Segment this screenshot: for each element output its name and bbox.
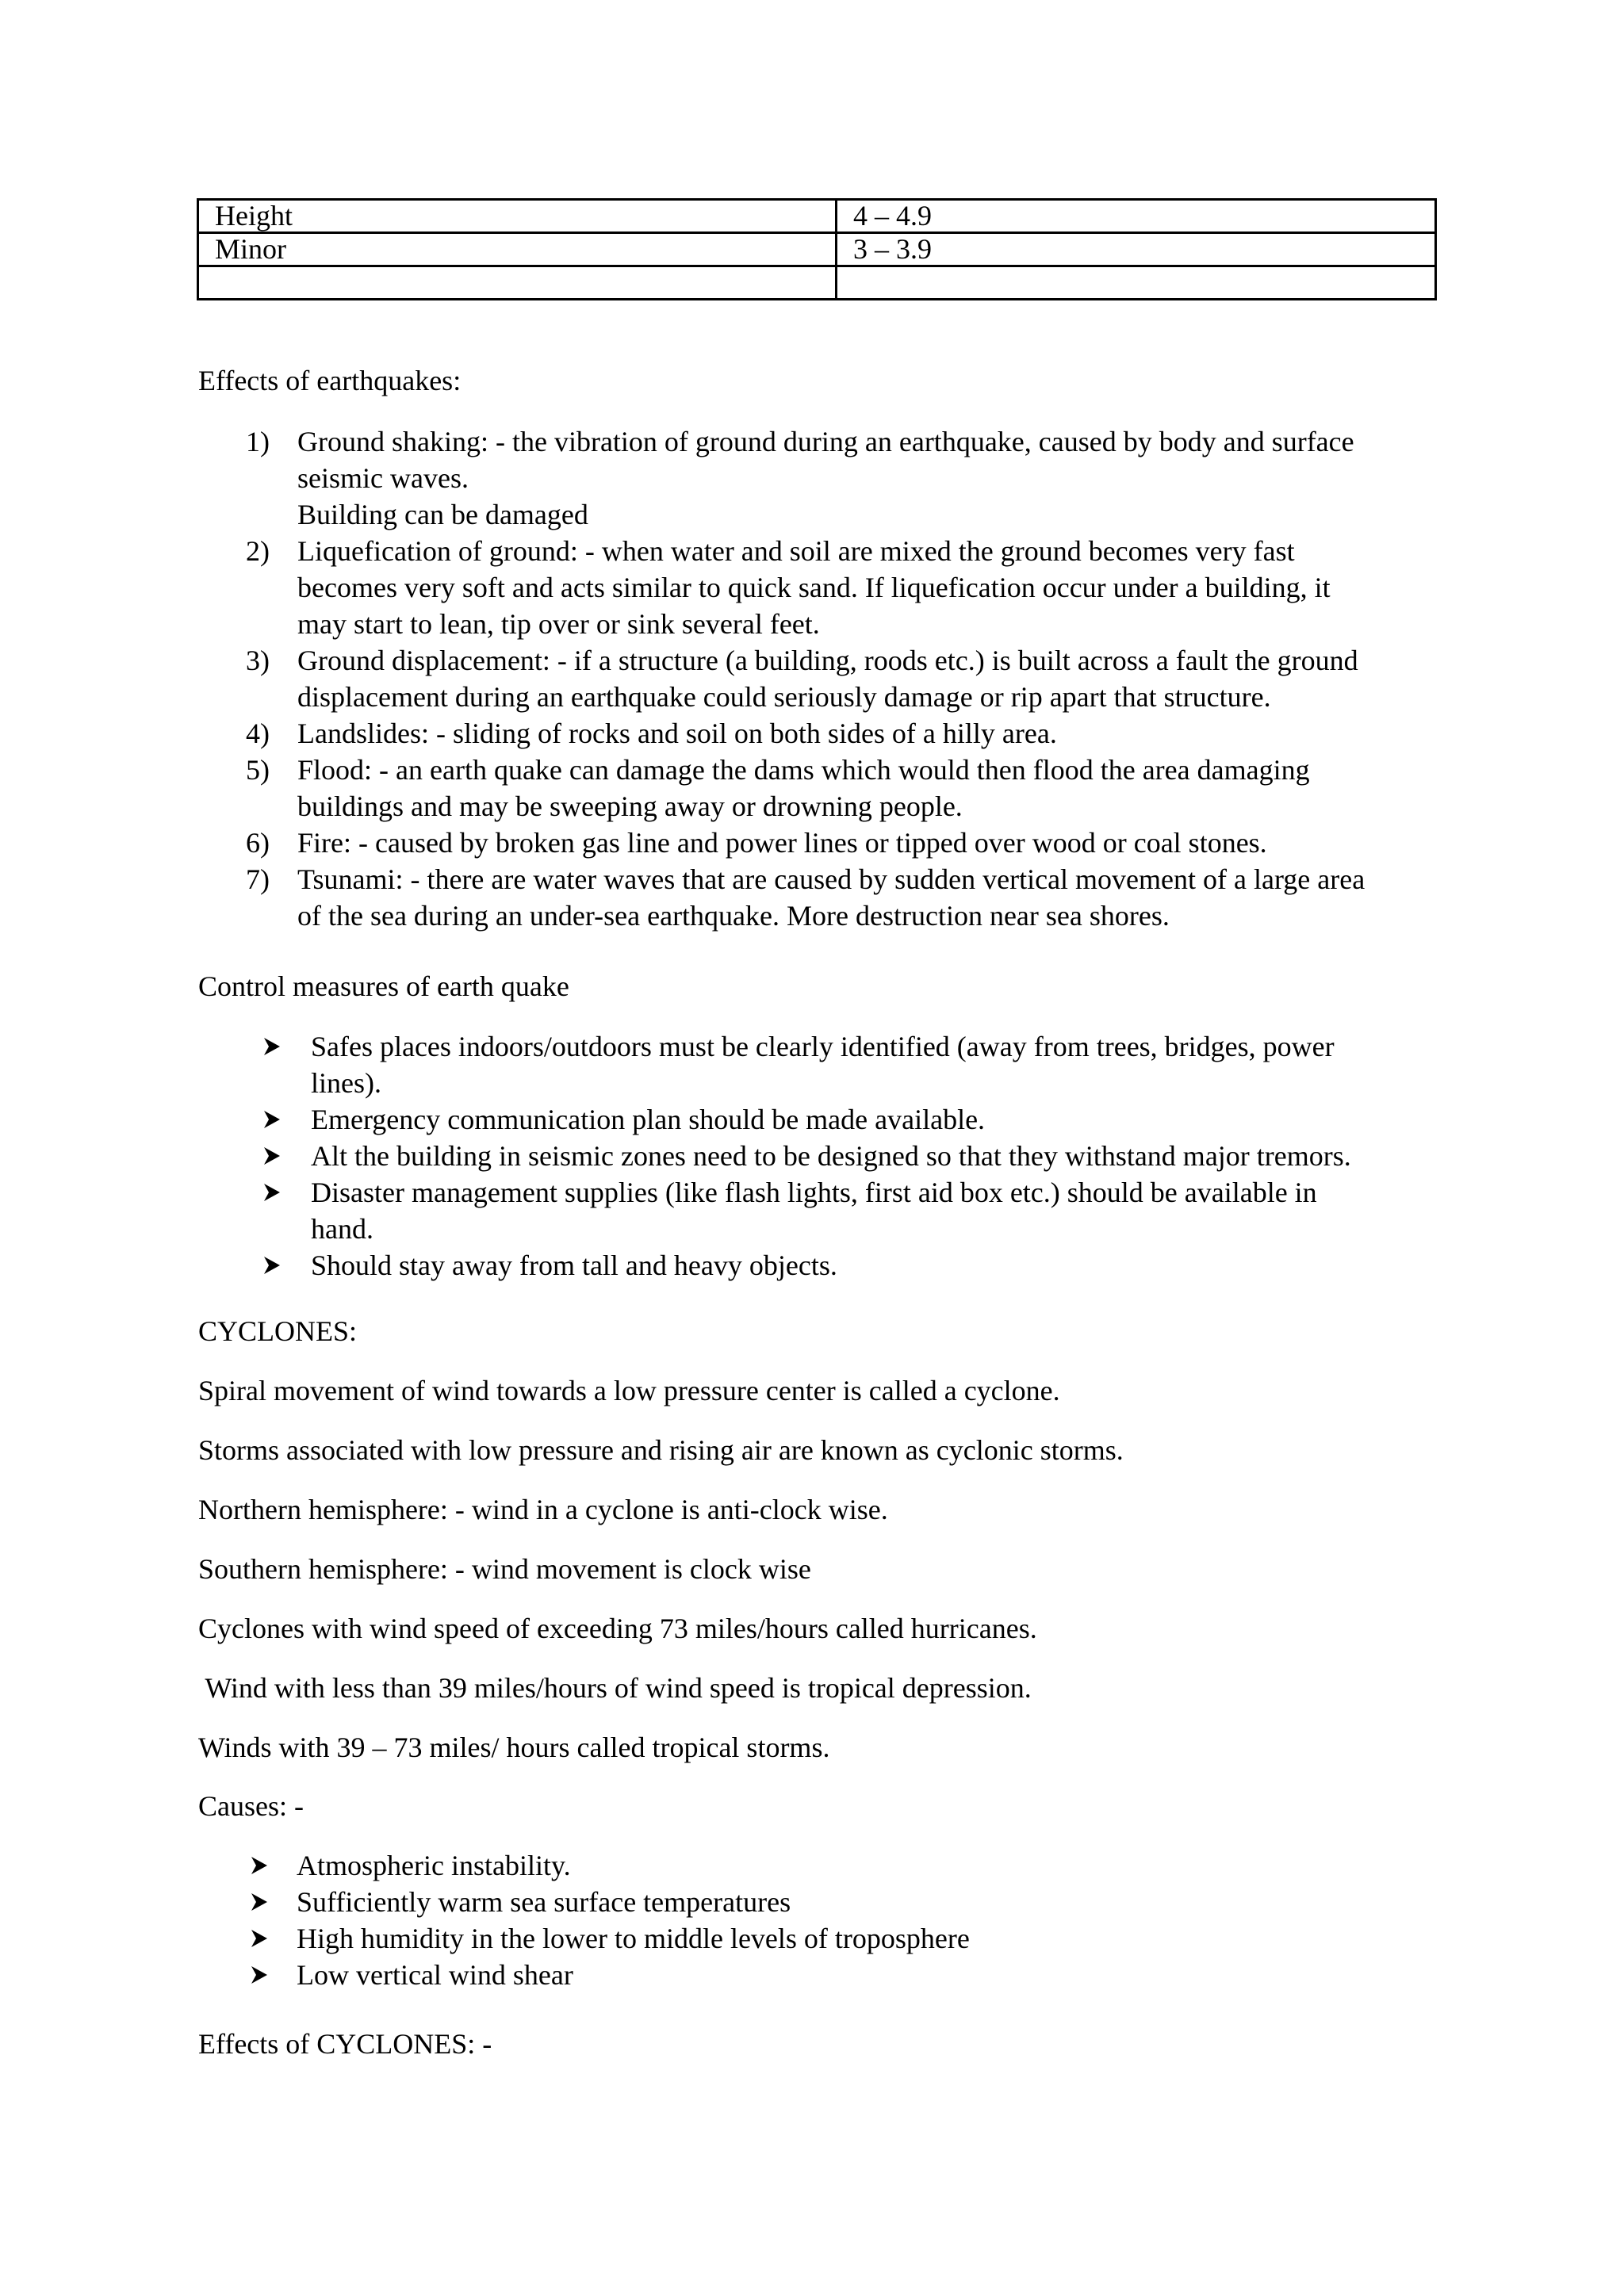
list-item-text: of the sea during an under-sea earthquake. More destruction near sea shores. — [297, 900, 1170, 932]
list-number: 7) — [246, 863, 270, 895]
list-number: 3) — [246, 645, 270, 676]
list-item — [246, 861, 1443, 934]
arrow-bullet-icon — [251, 1892, 268, 1911]
list-item — [251, 1884, 1361, 1920]
list-item-text: lines). — [311, 1067, 381, 1099]
list-item-text: Alt the building in seismic zones need to be designed so that they withstand major tremors. — [311, 1140, 1351, 1172]
list-item-text: Landslides: - sliding of rocks and soil on both sides of a hilly area. — [297, 718, 1057, 749]
arrow-bullet-icon — [263, 1037, 281, 1056]
list-item-text: Tsunami: - there are water waves that are caused by sudden vertical movement of a large area — [297, 863, 1365, 895]
table-cell: 3 – 3.9 — [837, 233, 1436, 266]
list-item — [263, 1247, 1445, 1284]
effects-heading: Effects of earthquakes: — [198, 365, 462, 396]
list-item-text: Ground displacement: - if a structure (a building, roods etc.) is built across a fault the ground — [297, 645, 1358, 676]
paragraph: Wind with less than 39 miles/hours of wind speed is tropical depression. — [198, 1672, 1032, 1704]
list-item-text: Emergency communication plan should be made available. — [311, 1104, 986, 1135]
effects-cyclones-heading: Effects of CYCLONES: - — [198, 2028, 492, 2060]
list-item-text: displacement during an earthquake could seriously damage or rip apart that structure. — [297, 681, 1271, 713]
list-item-text: Ground shaking: - the vibration of ground during an earthquake, caused by body and surface — [297, 426, 1354, 457]
table-cell — [837, 266, 1436, 300]
table-cell: 4 – 4.9 — [837, 200, 1436, 233]
list-item-text: Safes places indoors/outdoors must be clearly identified (away from trees, bridges, power — [311, 1031, 1335, 1062]
arrow-bullet-icon — [251, 1856, 268, 1875]
causes-heading: Causes: - — [198, 1790, 304, 1822]
list-item — [263, 1101, 1445, 1138]
magnitude-table — [197, 198, 1437, 300]
list-item — [246, 825, 1443, 861]
paragraph: Northern hemisphere: - wind in a cyclone is anti-clock wise. — [198, 1494, 888, 1525]
list-item-text: hand. — [311, 1213, 373, 1245]
list-item-text: Should stay away from tall and heavy objects. — [311, 1249, 837, 1281]
paragraph: Southern hemisphere: - wind movement is clock wise — [198, 1553, 811, 1585]
control-heading: Control measures of earth quake — [198, 970, 569, 1002]
list-item — [263, 1028, 1445, 1101]
list-item-text: buildings and may be sweeping away or drowning people. — [297, 790, 963, 822]
list-item — [246, 752, 1443, 825]
list-item-text: Low vertical wind shear — [297, 1959, 573, 1991]
list-item — [263, 1174, 1445, 1247]
list-number: 4) — [246, 718, 270, 749]
list-item — [251, 1847, 1361, 1884]
list-item-text: Building can be damaged — [297, 499, 588, 530]
list-item-text: Atmospheric instability. — [297, 1850, 571, 1881]
paragraph: Cyclones with wind speed of exceeding 73 miles/hours called hurricanes. — [198, 1613, 1037, 1644]
list-number: 6) — [246, 827, 270, 859]
list-item-text: becomes very soft and acts similar to quick sand. If liquefication occur under a building, it — [297, 572, 1331, 603]
arrow-bullet-icon — [263, 1110, 281, 1129]
list-number: 2) — [246, 535, 270, 567]
arrow-bullet-icon — [251, 1929, 268, 1948]
table-cell: Height — [198, 200, 837, 233]
list-number: 1) — [246, 426, 270, 457]
list-item-text: Disaster management supplies (like flash lights, first aid box etc.) should be available in — [311, 1177, 1317, 1208]
list-item-text: may start to lean, tip over or sink several feet. — [297, 608, 820, 640]
list-item — [246, 715, 1443, 752]
arrow-bullet-icon — [263, 1256, 281, 1275]
list-item-text: seismic waves. — [297, 462, 469, 494]
list-number: 5) — [246, 754, 270, 786]
paragraph: Storms associated with low pressure and rising air are known as cyclonic storms. — [198, 1434, 1124, 1466]
table-row — [198, 266, 1436, 300]
list-item — [246, 642, 1443, 715]
table-cell: Minor — [198, 233, 837, 266]
cyclones-heading: CYCLONES: — [198, 1315, 358, 1347]
earthquake-effects-list — [246, 423, 1443, 934]
arrow-bullet-icon — [263, 1183, 281, 1202]
causes-list — [251, 1847, 1361, 1993]
arrow-bullet-icon — [263, 1146, 281, 1165]
list-item — [251, 1920, 1361, 1957]
paragraph: Winds with 39 – 73 miles/ hours called tropical storms. — [198, 1732, 830, 1763]
list-item-text: Flood: - an earth quake can damage the dams which would then flood the area damaging — [297, 754, 1310, 786]
table-row — [198, 233, 1436, 266]
paragraph: Spiral movement of wind towards a low pressure center is called a cyclone. — [198, 1375, 1060, 1406]
control-measures-list — [263, 1028, 1445, 1284]
list-item — [246, 533, 1443, 642]
list-item-text: Sufficiently warm sea surface temperatures — [297, 1886, 791, 1918]
arrow-bullet-icon — [251, 1965, 268, 1984]
list-item-text: Fire: - caused by broken gas line and power lines or tipped over wood or coal stones. — [297, 827, 1267, 859]
list-item — [246, 423, 1443, 533]
list-item — [251, 1957, 1361, 1993]
list-item-text: Liquefication of ground: - when water and soil are mixed the ground becomes very fast — [297, 535, 1295, 567]
table-cell — [198, 266, 837, 300]
list-item — [263, 1138, 1445, 1174]
table-row — [198, 200, 1436, 233]
list-item-text: High humidity in the lower to middle levels of troposphere — [297, 1923, 970, 1954]
